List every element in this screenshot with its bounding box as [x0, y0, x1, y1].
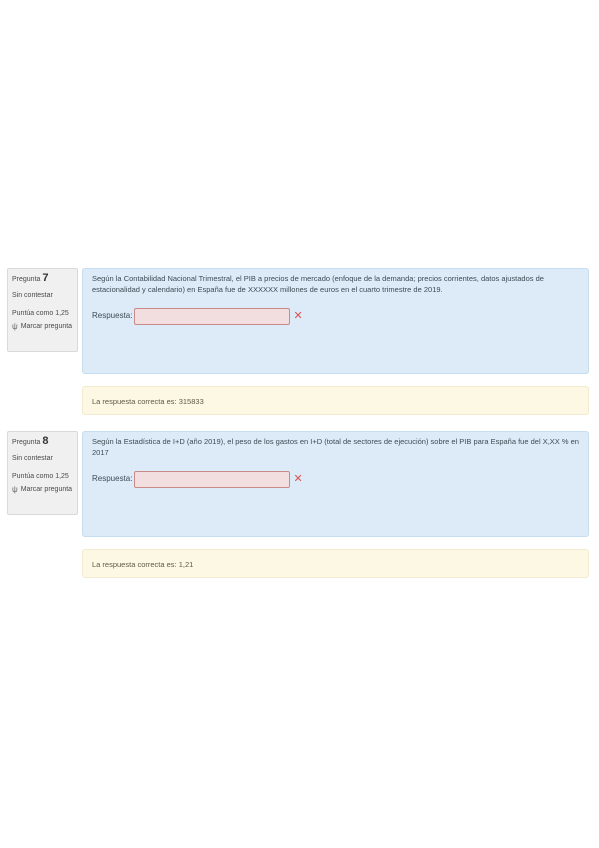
right-answer-feedback: La respuesta correcta es: 1,21: [82, 549, 589, 578]
question-label: Pregunta: [12, 276, 41, 283]
answer-label: Respuesta:: [92, 311, 133, 321]
question-grade: Puntúa como 1,25: [12, 309, 69, 317]
question-state: Sin contestar: [12, 291, 53, 299]
right-answer-feedback: La respuesta correcta es: 315833: [82, 386, 589, 415]
answer-input[interactable]: [134, 471, 290, 488]
question-state: Sin contestar: [12, 454, 53, 462]
answer-row: [92, 471, 579, 488]
question-number-row: [12, 272, 73, 286]
answer-row: [92, 308, 579, 325]
question-info: [7, 431, 78, 515]
question-info: [7, 268, 78, 352]
question-number: 8: [42, 435, 49, 447]
flag-icon[interactable]: ψ: [12, 322, 18, 332]
answer-label: Respuesta:: [92, 474, 133, 484]
incorrect-icon: ✕: [293, 472, 303, 485]
answer-input[interactable]: [134, 308, 290, 325]
flag-question-link[interactable]: [12, 486, 73, 495]
question-text: Según la Contabilidad Nacional Trimestral, el PIB a precios de mercado (enfoque de la demanda; precios corrientes, datos ajustados de estacionalidad y calendario) en España fue de XXXXXX millones de euros en el cuarto trimestre de 2019.: [92, 274, 544, 294]
flag-question-label[interactable]: Marcar pregunta: [20, 486, 73, 494]
flag-question-link[interactable]: [12, 323, 73, 332]
question-grade: Puntúa como 1,25: [12, 472, 69, 480]
incorrect-icon: ✕: [293, 309, 303, 322]
question-formulation: [82, 431, 589, 537]
question-label: Pregunta: [12, 439, 41, 446]
question-number-row: [12, 435, 73, 449]
flag-question-label[interactable]: Marcar pregunta: [20, 323, 73, 331]
question-text: Según la Estadística de I+D (año 2019), el peso de los gastos en I+D (total de sectores de ejecución) sobre el PIB para España fue del X,XX % en 2017: [92, 437, 579, 457]
question-number: 7: [42, 272, 49, 284]
question-formulation: [82, 268, 589, 374]
flag-icon[interactable]: ψ: [12, 485, 18, 495]
